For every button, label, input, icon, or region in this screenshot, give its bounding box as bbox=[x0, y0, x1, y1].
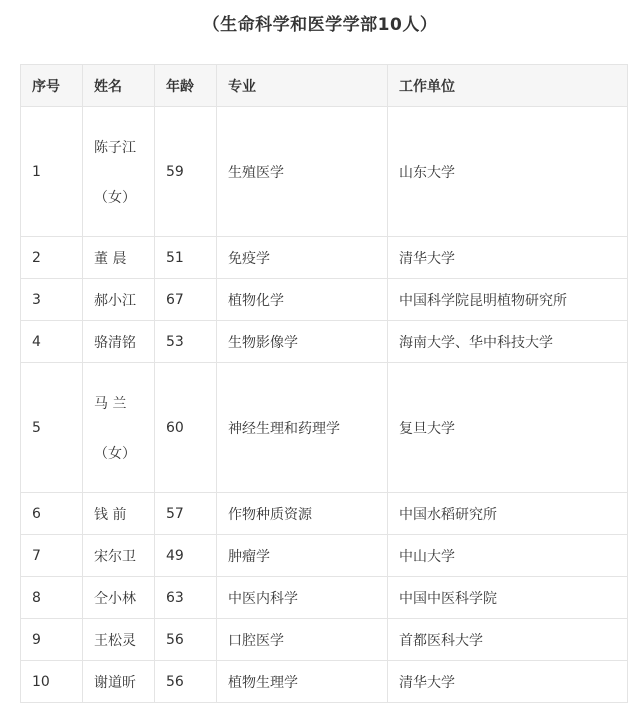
cell-major: 肿瘤学 bbox=[217, 535, 388, 577]
cell-major: 口腔医学 bbox=[217, 619, 388, 661]
cell-org: 海南大学、华中科技大学 bbox=[388, 321, 628, 363]
cell-no: 4 bbox=[21, 321, 83, 363]
cell-no: 3 bbox=[21, 279, 83, 321]
cell-org: 中国水稻研究所 bbox=[388, 493, 628, 535]
cell-org: 中国中医科学院 bbox=[388, 577, 628, 619]
name-text: 陈子江 bbox=[94, 139, 136, 156]
cell-age: 49 bbox=[155, 535, 217, 577]
cell-org: 中山大学 bbox=[388, 535, 628, 577]
cell-age: 60 bbox=[155, 363, 217, 493]
cell-name: 宋尔卫 bbox=[83, 535, 155, 577]
cell-major: 作物种质资源 bbox=[217, 493, 388, 535]
cell-major: 神经生理和药理学 bbox=[217, 363, 388, 493]
header-age: 年龄 bbox=[155, 65, 217, 107]
table-row bbox=[21, 661, 628, 703]
gender-note: （女） bbox=[94, 189, 136, 206]
header-no: 序号 bbox=[21, 65, 83, 107]
cell-org: 复旦大学 bbox=[388, 363, 628, 493]
cell-no: 5 bbox=[21, 363, 83, 493]
cell-name: 钱 前 bbox=[83, 493, 155, 535]
cell-age: 67 bbox=[155, 279, 217, 321]
name-text: 马 兰 bbox=[94, 395, 127, 412]
table-header-row bbox=[21, 65, 628, 107]
cell-age: 53 bbox=[155, 321, 217, 363]
cell-no: 7 bbox=[21, 535, 83, 577]
cell-age: 59 bbox=[155, 107, 217, 237]
cell-major: 免疫学 bbox=[217, 237, 388, 279]
table-row bbox=[21, 107, 628, 237]
table-row bbox=[21, 577, 628, 619]
cell-name bbox=[83, 107, 155, 237]
table-row bbox=[21, 363, 628, 493]
cell-name bbox=[83, 363, 155, 493]
cell-no: 10 bbox=[21, 661, 83, 703]
cell-age: 57 bbox=[155, 493, 217, 535]
cell-no: 1 bbox=[21, 107, 83, 237]
gender-note: （女） bbox=[94, 445, 136, 462]
cell-org: 清华大学 bbox=[388, 237, 628, 279]
cell-name: 王松灵 bbox=[83, 619, 155, 661]
cell-org: 山东大学 bbox=[388, 107, 628, 237]
cell-major: 植物化学 bbox=[217, 279, 388, 321]
cell-name: 郝小江 bbox=[83, 279, 155, 321]
cell-name: 董 晨 bbox=[83, 237, 155, 279]
cell-age: 56 bbox=[155, 619, 217, 661]
header-major: 专业 bbox=[217, 65, 388, 107]
cell-no: 2 bbox=[21, 237, 83, 279]
table-row bbox=[21, 321, 628, 363]
table-row bbox=[21, 619, 628, 661]
header-name: 姓名 bbox=[83, 65, 155, 107]
cell-org: 清华大学 bbox=[388, 661, 628, 703]
cell-name: 谢道昕 bbox=[83, 661, 155, 703]
cell-name: 仝小林 bbox=[83, 577, 155, 619]
cell-major: 生殖医学 bbox=[217, 107, 388, 237]
header-org: 工作单位 bbox=[388, 65, 628, 107]
cell-major: 植物生理学 bbox=[217, 661, 388, 703]
cell-age: 56 bbox=[155, 661, 217, 703]
cell-name: 骆清铭 bbox=[83, 321, 155, 363]
table-row bbox=[21, 493, 628, 535]
table-row bbox=[21, 279, 628, 321]
cell-major: 中医内科学 bbox=[217, 577, 388, 619]
cell-org: 首都医科大学 bbox=[388, 619, 628, 661]
cell-no: 8 bbox=[21, 577, 83, 619]
academician-table bbox=[20, 64, 628, 703]
table-row bbox=[21, 535, 628, 577]
cell-org: 中国科学院昆明植物研究所 bbox=[388, 279, 628, 321]
cell-age: 63 bbox=[155, 577, 217, 619]
page-title: （生命科学和医学学部10人） bbox=[202, 15, 438, 35]
table-row bbox=[21, 237, 628, 279]
cell-no: 6 bbox=[21, 493, 83, 535]
cell-no: 9 bbox=[21, 619, 83, 661]
cell-age: 51 bbox=[155, 237, 217, 279]
cell-major: 生物影像学 bbox=[217, 321, 388, 363]
